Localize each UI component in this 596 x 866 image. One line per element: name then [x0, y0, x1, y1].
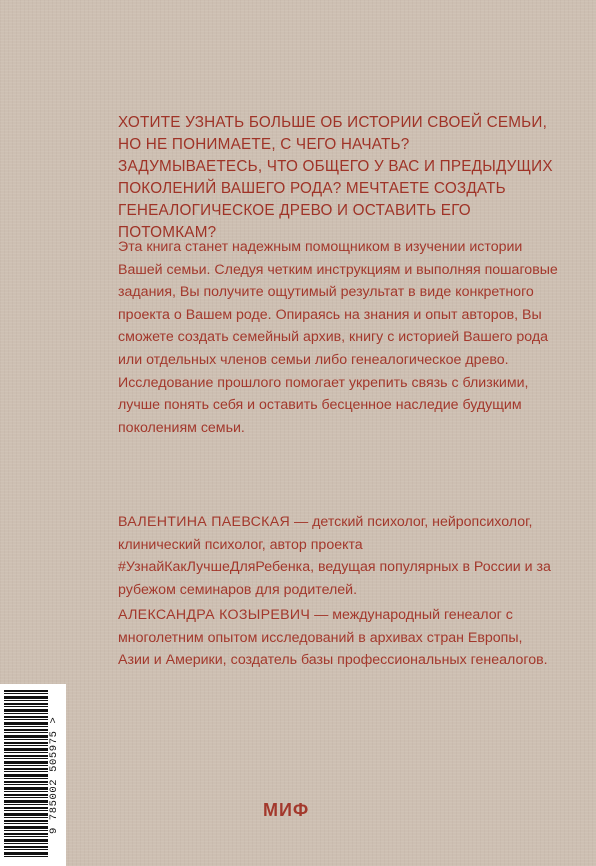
- publisher-logo: МИФ: [263, 800, 310, 820]
- author-bio-kozyrevich: [118, 604, 558, 672]
- barcode-digits: 9 785002 505975 >: [48, 716, 60, 834]
- barcode-bars: [4, 690, 48, 858]
- author-bio-text: — детский психолог, нейропсихолог, клинический психолог, автор проекта #УзнайКакЛучшеДляРебенка, ведущая популярных в России и за рубежом семинаров для родителей.: [118, 514, 551, 598]
- author-bio-paevskaya: [118, 511, 558, 601]
- intro-heading: ХОТИТЕ УЗНАТЬ БОЛЬШЕ ОБ ИСТОРИИ СВОЕЙ СЕМЬИ, НО НЕ ПОНИМАЕТЕ, С ЧЕГО НАЧАТЬ? ЗАДУМЫВАЕТЕСЬ, ЧТО ОБЩЕГО У ВАС И ПРЕДЫДУЩИХ ПОКОЛЕНИЙ ВАШЕГО РОДА? МЕЧТАЕТЕ СОЗДАТЬ ГЕНЕАЛОГИЧЕСКОЕ ДРЕВО И ОСТАВИТЬ ЕГО ПОТОМКАМ?: [118, 114, 553, 241]
- author-bio-text: — международный генеалог с многолетним опытом исследований в архивах стран Европы, Азии и Америки, создатель базы профессиональных генеалогов.: [118, 607, 548, 669]
- book-description: Эта книга станет надежным помощником в изучении истории Вашей семьи. Следуя четким инструкциям и выполняя пошаговые задания, Вы получите ощутимый результат в виде конкретного проекта о Вашем роде. Опираясь на знания и опыт авторов, Вы сможете создать семейный архив, книгу с историей Вашего рода или отдельных членов семьи либо генеалогическое древо. Исследование прошлого помогает укрепить связь с близкими, лучше понять себя и оставить бесценное наследие будущим поколениям семьи.: [118, 239, 558, 436]
- author-name: ВАЛЕНТИНА ПАЕВСКАЯ: [118, 514, 291, 530]
- author-name: АЛЕКСАНДРА КОЗЫРЕВИЧ: [118, 607, 311, 623]
- isbn-barcode: [0, 684, 66, 866]
